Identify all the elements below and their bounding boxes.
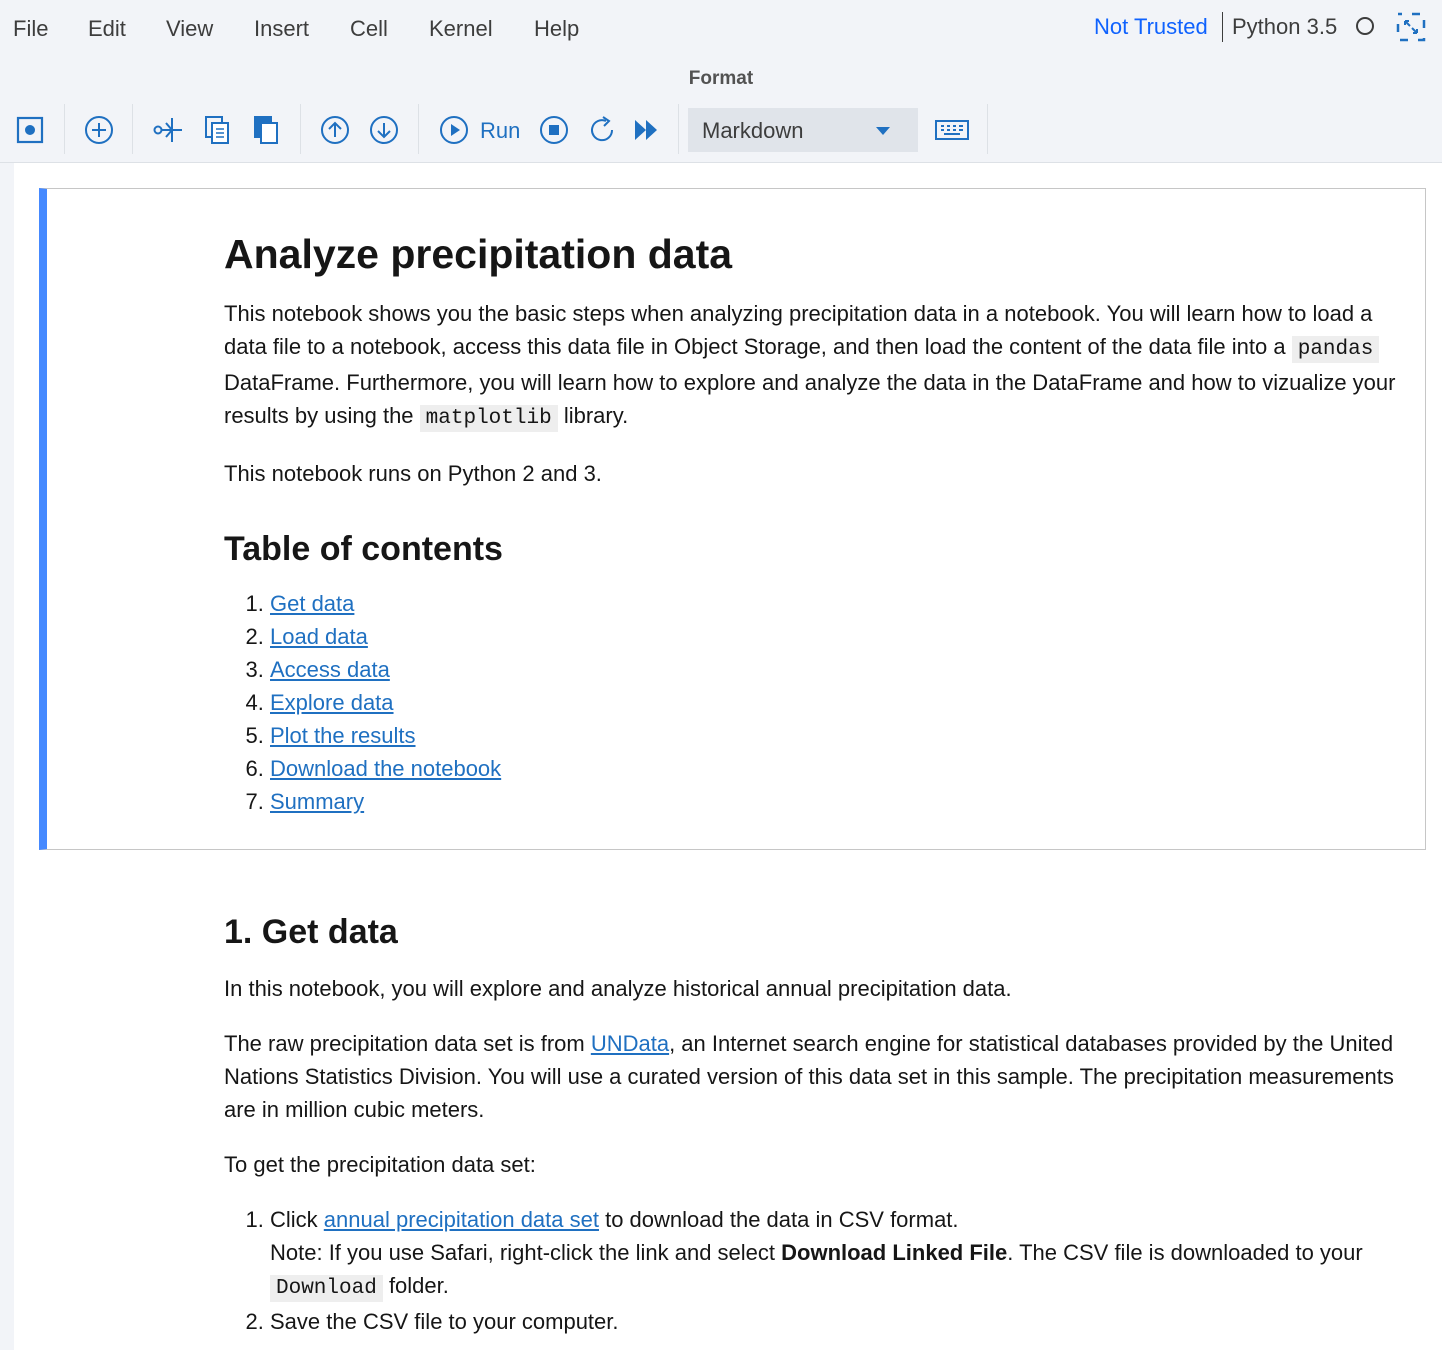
toc-link-load-data[interactable]: Load data — [270, 624, 368, 649]
restart-icon — [588, 115, 618, 145]
toc-item — [270, 587, 1399, 620]
toc-item — [270, 686, 1399, 719]
move-down-button[interactable] — [364, 110, 404, 150]
toc-item — [270, 653, 1399, 686]
cell-type-select[interactable] — [688, 108, 918, 152]
menu-edit[interactable]: Edit — [88, 16, 126, 41]
toc-item — [270, 752, 1399, 785]
toc-link-access-data[interactable]: Access data — [270, 657, 390, 682]
plus-circle-icon — [84, 115, 114, 145]
copy-button[interactable] — [197, 110, 237, 150]
notebook-area — [14, 163, 1442, 1350]
toolbar-divider — [987, 104, 988, 154]
kernel-idle-icon — [1356, 17, 1374, 35]
toolbar-divider — [300, 104, 301, 154]
toolbar-divider — [132, 104, 133, 154]
toc-link-summary[interactable]: Summary — [270, 789, 365, 814]
steps-list — [224, 1203, 1399, 1338]
toolbar-divider — [418, 104, 419, 154]
trust-indicator[interactable]: Not Trusted — [1094, 14, 1208, 39]
intro-paragraph: This notebook shows you the basic steps when analyzing precipitation data in a notebook. You will learn how to load a data file to a notebook, access this data file in Object Storage, and then load the content of the data file into a pandas DataFrame. Furthermore, you will learn how to explore and analyze the data in the DataFrame and how to vizualize your results by using the matplotlib library. — [224, 301, 1396, 430]
python-version-note: This notebook runs on Python 2 and 3. — [224, 461, 602, 486]
arrow-up-circle-icon — [320, 115, 350, 145]
undata-link[interactable]: UNData — [590, 1031, 670, 1056]
menu-bar — [0, 0, 1442, 58]
toc-item — [270, 620, 1399, 653]
trust-separator — [1222, 12, 1223, 42]
format-label: Format — [688, 68, 754, 89]
copy-icon — [203, 114, 231, 146]
chevron-down-icon — [876, 127, 890, 135]
restart-button[interactable] — [583, 110, 623, 150]
toc-list — [224, 587, 1399, 818]
cell-1-content — [224, 231, 1399, 818]
section-heading-get-data: 1. Get data — [224, 913, 398, 951]
toc-item — [270, 785, 1399, 818]
run-button[interactable] — [434, 110, 474, 150]
toolbar — [0, 100, 1442, 163]
dataset-download-link[interactable]: annual precipitation data set — [323, 1207, 599, 1232]
menu-file[interactable]: File — [13, 16, 49, 41]
toc-link-download-notebook[interactable]: Download the notebook — [270, 756, 502, 781]
menu-kernel[interactable]: Kernel — [429, 16, 493, 41]
notebook-title: Analyze precipitation data — [224, 231, 733, 277]
keyboard-shortcuts-button[interactable] — [932, 110, 972, 150]
insert-cell-button[interactable] — [79, 110, 119, 150]
steps-intro: To get the precipitation data set: — [224, 1152, 536, 1177]
menu-help[interactable]: Help — [534, 16, 580, 41]
paste-button[interactable] — [246, 110, 286, 150]
toc-link-get-data[interactable]: Get data — [270, 591, 355, 616]
scissors-icon — [152, 114, 184, 146]
arrow-down-circle-icon — [369, 115, 399, 145]
menu-cell[interactable]: Cell — [350, 16, 388, 41]
data-source-paragraph: The raw precipitation data set is from UNData, an Internet search engine for statistical databases provided by the United Nations Statistics Division. You will use a curated version of this data set in this sample. The precipitation measurements are in million cubic meters. — [224, 1031, 1394, 1122]
inline-code-pandas: pandas — [1292, 336, 1380, 363]
keyboard-icon — [934, 118, 970, 142]
toc-heading: Table of contents — [224, 530, 503, 568]
interrupt-button[interactable] — [534, 110, 574, 150]
toc-link-plot-results[interactable]: Plot the results — [270, 723, 416, 748]
menu-insert[interactable]: Insert — [254, 16, 310, 41]
inline-code-matplotlib: matplotlib — [420, 405, 558, 432]
cut-button[interactable] — [148, 110, 188, 150]
toc-link-explore-data[interactable]: Explore data — [270, 690, 394, 715]
play-circle-icon — [439, 115, 469, 145]
paste-icon — [252, 114, 280, 146]
cell-type-value: Markdown — [702, 118, 804, 143]
toolbar-divider — [678, 104, 679, 154]
save-icon — [16, 116, 44, 144]
get-data-intro: In this notebook, you will explore and analyze historical annual precipitation data. — [224, 976, 1012, 1001]
step-item: 1. Click annual precipitation data set to download the data in CSV format. Note: If you use Safari, right-click the link and select Download Linked File. The CSV file is downloaded to your Download folder. — [270, 1203, 1399, 1305]
toolbar-divider — [64, 104, 65, 154]
fullscreen-icon[interactable] — [1396, 12, 1426, 42]
run-label[interactable]: Run — [480, 118, 521, 143]
cell-2-content[interactable] — [224, 913, 1399, 1338]
menu-view[interactable]: View — [166, 16, 214, 41]
toc-item — [270, 719, 1399, 752]
save-button[interactable] — [10, 110, 50, 150]
stop-circle-icon — [539, 115, 569, 145]
run-all-button[interactable] — [626, 110, 666, 150]
kernel-name[interactable]: Python 3.5 — [1232, 14, 1338, 39]
inline-code-download: Download — [270, 1275, 383, 1302]
move-up-button[interactable] — [315, 110, 355, 150]
fast-forward-icon — [631, 115, 661, 145]
step-item: 2. Save the CSV file to your computer. — [270, 1305, 1399, 1338]
